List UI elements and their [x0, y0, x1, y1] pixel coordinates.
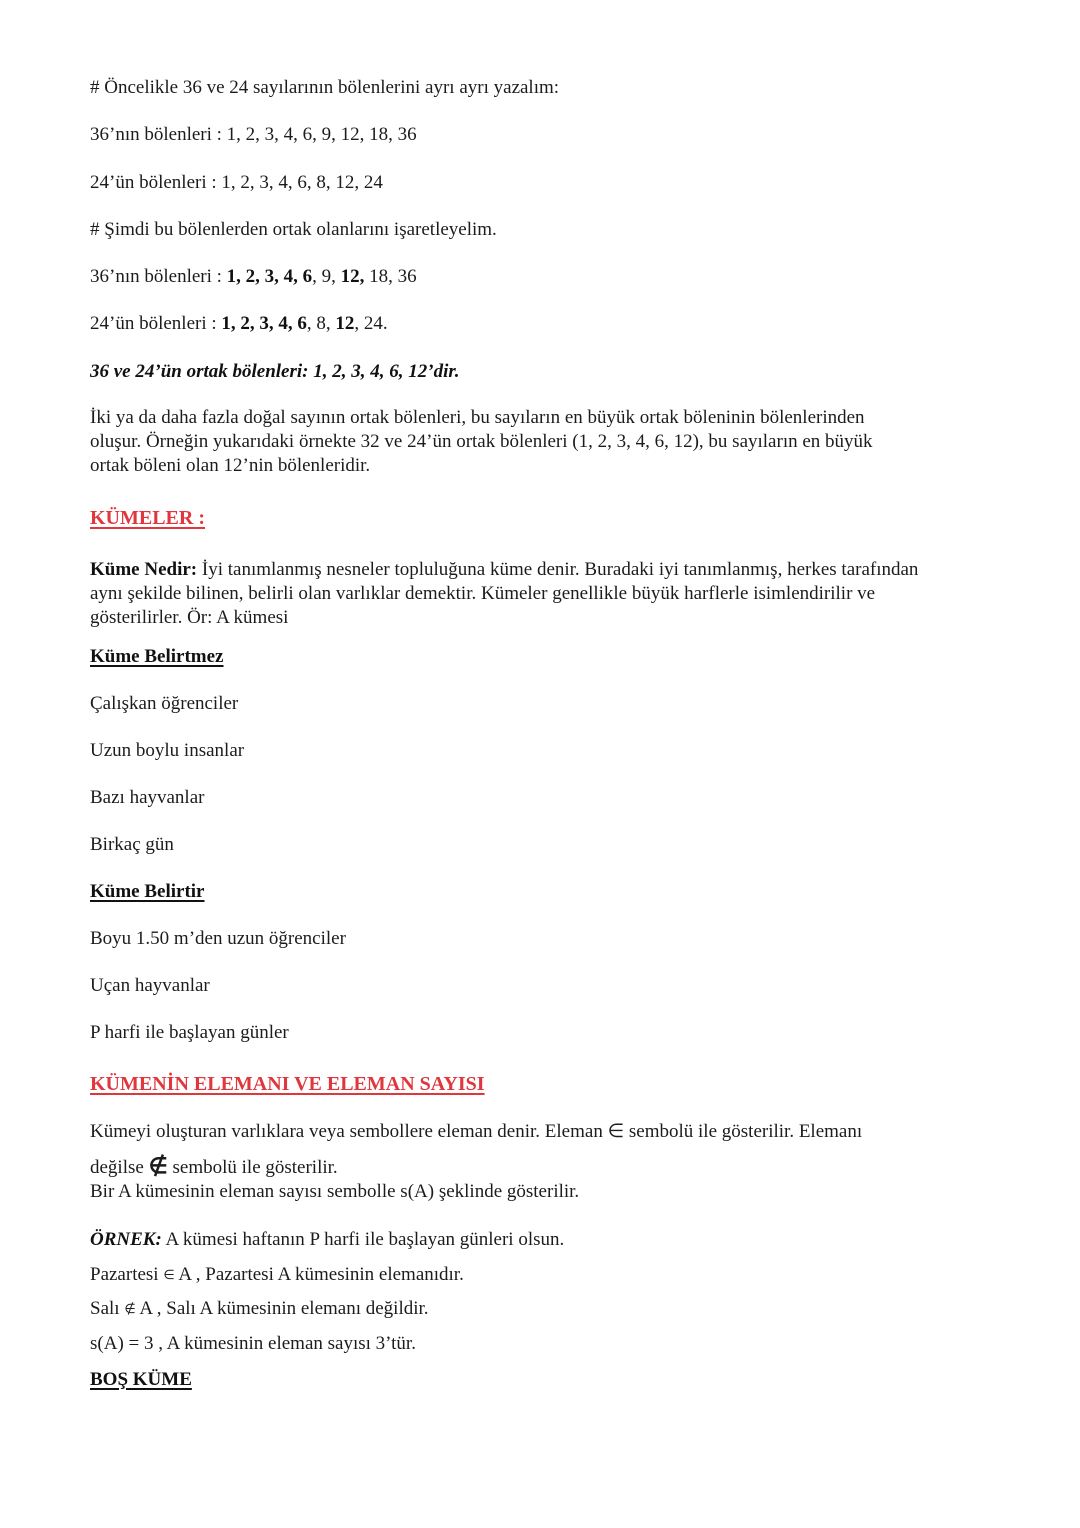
- sets-heading: KÜMELER :: [90, 507, 205, 529]
- elements-line-1: [90, 1121, 862, 1143]
- marked-36-common-b: 12,: [340, 266, 365, 287]
- list-item: Uzun boylu insanlar: [90, 740, 245, 761]
- list-item: Boyu 1.50 m’den uzun öğrenciler: [90, 928, 346, 949]
- not-set-title: Küme Belirtmez: [90, 646, 224, 667]
- not-element-of-icon: ∉: [124, 1301, 136, 1316]
- example-member-line: [90, 1264, 464, 1287]
- example-nonmember-b: A , Salı A kümesinin elemanı değildir.: [135, 1298, 429, 1319]
- empty-set-title: BOŞ KÜME: [90, 1369, 192, 1390]
- elements-line-1-a: Kümeyi oluşturan varlıklara veya sembollere eleman denir. Eleman: [90, 1121, 608, 1142]
- elements-line-2: [90, 1155, 338, 1179]
- list-item: Çalışkan öğrenciler: [90, 693, 239, 714]
- example-text: A kümesi haftanın P harfi ile başlayan günleri olsun.: [161, 1229, 565, 1250]
- example-member-a: Pazartesi: [90, 1264, 164, 1285]
- elements-line-2-a: değilse: [90, 1157, 149, 1178]
- is-set-title: Küme Belirtir: [90, 881, 205, 902]
- marked-36-other-b: 18, 36: [364, 266, 417, 287]
- set-definition-line-1: [90, 559, 918, 581]
- explanation-line-3: ortak böleni olan 12’nin bölenleridir.: [90, 455, 371, 476]
- elements-heading: KÜMENİN ELEMANI VE ELEMAN SAYISI: [90, 1073, 485, 1095]
- example-count-line: s(A) = 3 , A kümesinin eleman sayısı 3’tür.: [90, 1333, 416, 1354]
- list-item: Uçan hayvanlar: [90, 975, 210, 996]
- set-definition-line-2: aynı şekilde bilinen, belirli olan varlıklar demektir. Kümeler genellikle büyük harflerle isimlendirilir ve: [90, 583, 876, 604]
- elements-line-2-b: sembolü ile gösterilir.: [167, 1157, 338, 1178]
- not-element-of-icon: ∉: [148, 1153, 168, 1178]
- elements-line-3: Bir A kümesinin eleman sayısı sembolle s(A) şeklinde gösterilir.: [90, 1181, 580, 1202]
- example-label: ÖRNEK:: [90, 1229, 162, 1250]
- common-divisors-conclusion: 36 ve 24’ün ortak bölenleri: 1, 2, 3, 4, 6, 12’dir.: [90, 361, 460, 382]
- list-item: P harfi ile başlayan günler: [90, 1022, 289, 1043]
- set-definition-line-3: gösterilirler. Ör: A kümesi: [90, 607, 289, 628]
- divisors-intro: # Öncelikle 36 ve 24 sayılarının bölenlerini ayrı ayrı yazalım:: [90, 77, 560, 98]
- marked-24-label: 24’ün bölenleri :: [90, 313, 222, 334]
- list-item: Birkaç gün: [90, 834, 174, 855]
- marked-24-common-a: 1, 2, 3, 4, 6: [221, 313, 307, 334]
- marked-24-other-b: , 24.: [354, 313, 388, 334]
- example-nonmember-line: [90, 1298, 429, 1321]
- element-of-icon: ∈: [163, 1267, 175, 1282]
- example-line: [90, 1229, 564, 1251]
- example-member-b: A , Pazartesi A kümesinin elemanıdır.: [174, 1264, 464, 1285]
- marked-36-other-a: , 9,: [312, 266, 341, 287]
- divisors-of-36: 36’nın bölenleri : 1, 2, 3, 4, 6, 9, 12, 18, 36: [90, 124, 417, 145]
- explanation-line-2: oluşur. Örneğin yukarıdaki örnekte 32 ve 24’ün ortak bölenleri (1, 2, 3, 4, 6, 12), bu sayıların en büyük: [90, 431, 873, 452]
- list-item: Bazı hayvanlar: [90, 787, 205, 808]
- marked-36-label: 36’nın bölenleri :: [90, 266, 227, 287]
- marked-24-common-b: 12: [335, 313, 355, 334]
- example-nonmember-a: Salı: [90, 1298, 125, 1319]
- set-definition-text: İyi tanımlanmış nesneler topluluğuna küme denir. Buradaki iyi tanımlanmış, herkes tarafından: [197, 559, 919, 580]
- marked-36-common-a: 1, 2, 3, 4, 6: [226, 266, 313, 287]
- element-of-icon: ∈: [607, 1121, 625, 1142]
- marked-divisors-24: [90, 313, 388, 335]
- elements-line-1-b: sembolü ile gösterilir. Elemanı: [624, 1121, 863, 1142]
- marked-24-other-a: , 8,: [306, 313, 336, 334]
- mark-common-intro: # Şimdi bu bölenlerden ortak olanlarını işaretleyelim.: [90, 219, 497, 240]
- marked-divisors-36: [90, 266, 417, 288]
- set-definition-term: Küme Nedir:: [90, 559, 198, 580]
- divisors-of-24: 24’ün bölenleri : 1, 2, 3, 4, 6, 8, 12, 24: [90, 172, 383, 193]
- explanation-line-1: İki ya da daha fazla doğal sayının ortak bölenleri, bu sayıların en büyük ortak böleninin bölenlerinden: [90, 407, 865, 428]
